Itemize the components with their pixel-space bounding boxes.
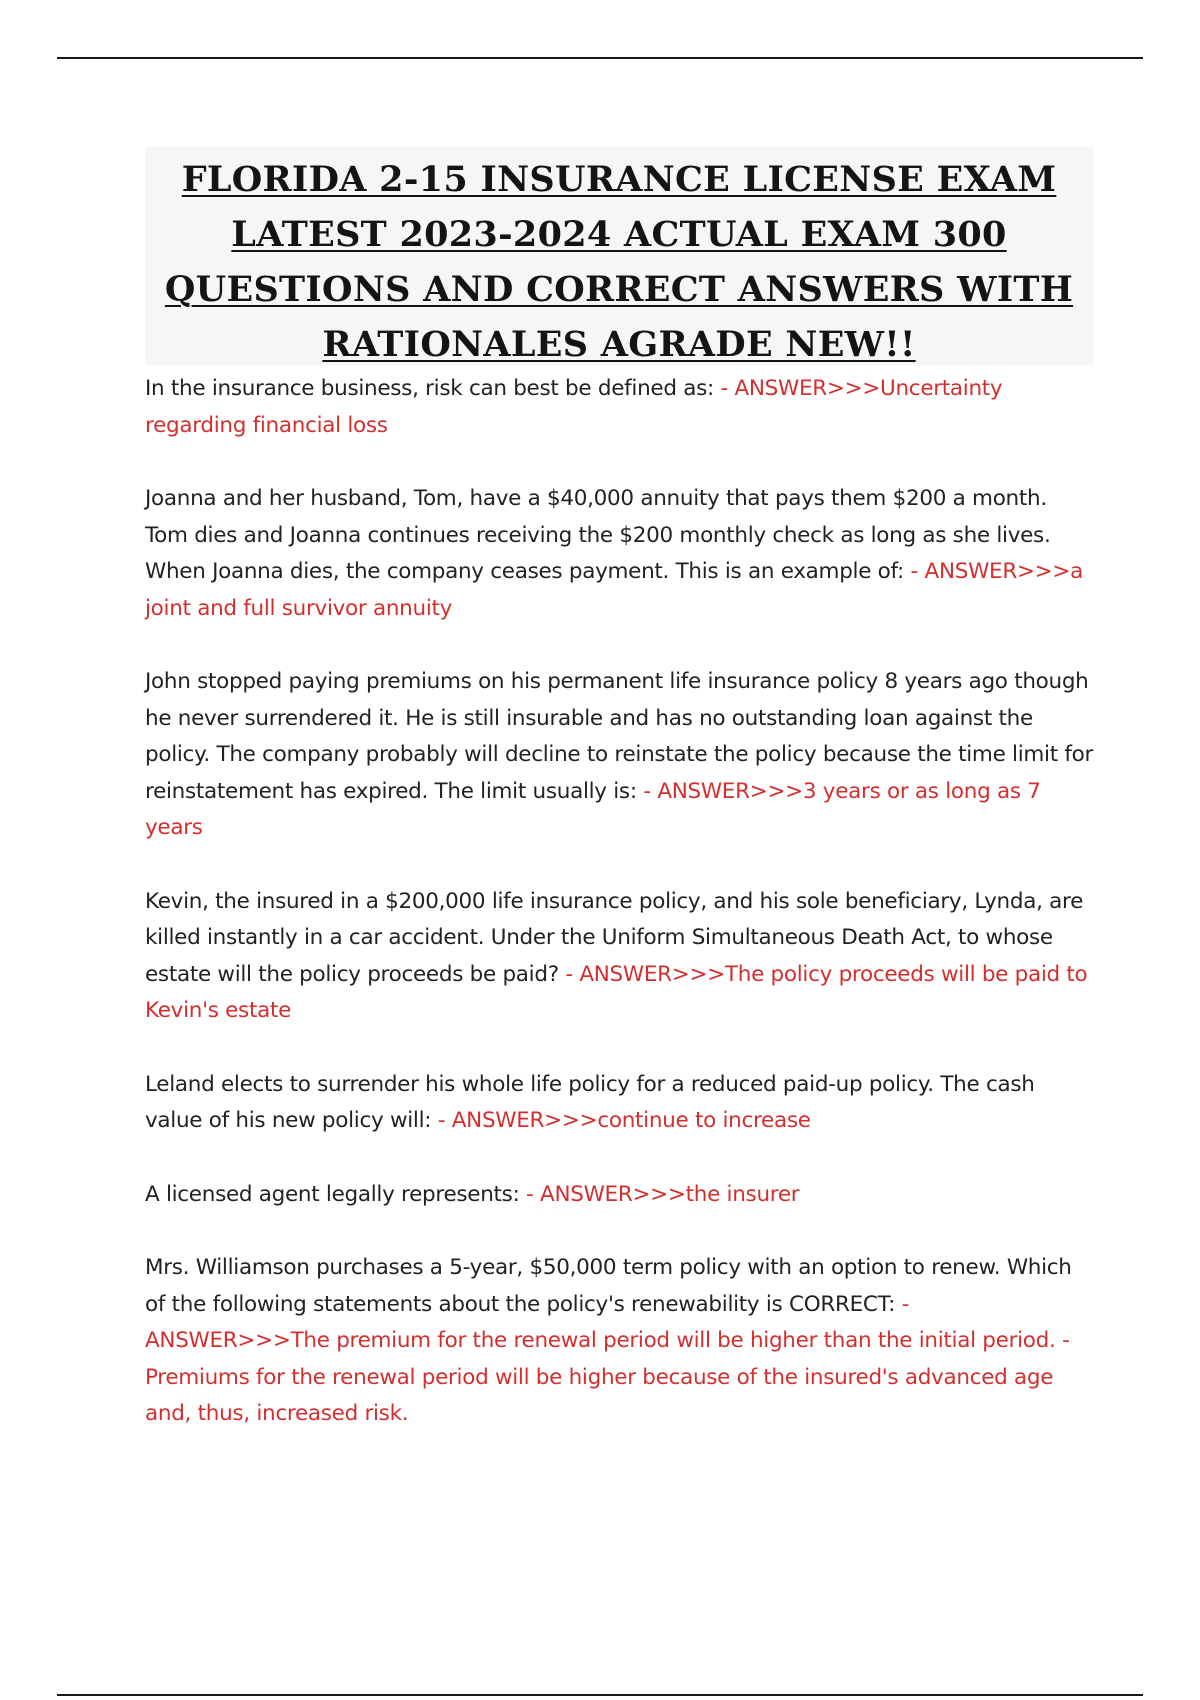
qa-list [145,371,1095,1470]
answer-prefix: ANSWER>>> [924,559,1071,584]
qa-item-6 [145,1177,1095,1214]
answer-prefix: ANSWER>>> [145,1328,291,1353]
qa-item-1 [145,371,1095,444]
bottom-rule [57,1694,1143,1696]
answer-separator: - [526,1181,541,1207]
answer-prefix: ANSWER>>> [657,778,803,804]
answer-text: 3 years or as long as 7 years [145,778,1041,840]
answer-separator: - [437,1108,452,1133]
qa-item-5 [145,1067,1095,1140]
qa-item-3 [145,664,1095,847]
answer-text: The premium for the renewal period will be higher than the initial period. - Premiums for the renewal period will be higher because of the insured's advanced age and, thus, increased risk. [145,1328,1070,1426]
answer-separator: - [720,376,735,401]
answer-prefix: ANSWER>>> [451,1108,598,1133]
answer-text: continue to increase [597,1108,811,1133]
answer-prefix: ANSWER>>> [540,1181,686,1207]
answer-text: the insurer [685,1181,800,1207]
answer-text: The policy proceeds will be paid to Kevin's estate [145,961,1088,1023]
question-text: A licensed agent legally represents: [145,1181,527,1207]
question-text: Mrs. Williamson purchases a 5-year, $50,000 term policy with an option to renew. Which of the following statements about the policy's renewability is CORRECT: [145,1255,1072,1317]
qa-item-2 [145,481,1095,627]
top-rule [57,57,1143,59]
question-text: In the insurance business, risk can best be defined as: [145,376,721,401]
answer-separator: - [565,961,580,987]
qa-item-7 [145,1250,1095,1433]
answer-prefix: ANSWER>>> [579,961,725,987]
question-text: Joanna and her husband, Tom, have a $40,000 annuity that pays them $200 a month. Tom dies and Joanna continues receiving the $200 monthly check as long as she lives. When Joanna dies, the company ceases payment. This is an example of: [145,486,1051,584]
answer-text: Uncertainty regarding financial loss [145,376,1003,438]
question-text: Kevin, the insured in a $200,000 life insurance policy, and his sole beneficiary, Lynda, are killed instantly in a car accident. Under the Uniform Simultaneous Death Act, to whose estate will the policy proceeds be paid? [145,888,1084,987]
answer-separator: - [901,1291,910,1317]
answer-text: a joint and full survivor annuity [145,559,1083,621]
answer-separator: - [643,778,658,804]
qa-item-4 [145,884,1095,1030]
question-text: Leland elects to surrender his whole life policy for a reduced paid-up policy. The cash value of his new policy will: [145,1071,1035,1133]
answer-separator: - [910,559,925,584]
question-text: John stopped paying premiums on his permanent life insurance policy 8 years ago though he never surrendered it. He is still insurable and has no outstanding loan against the policy. The company probably will decline to reinstate the policy because the time limit for reinstatement has expired. The limit usually is: [145,669,1094,804]
document-title: FLORIDA 2-15 INSURANCE LICENSE EXAM LATEST 2023-2024 ACTUAL EXAM 300 QUESTIONS AND CORRECT ANSWERS WITH RATIONALES AGRADE NEW!! [164,159,1074,365]
answer-prefix: ANSWER>>> [734,376,881,401]
